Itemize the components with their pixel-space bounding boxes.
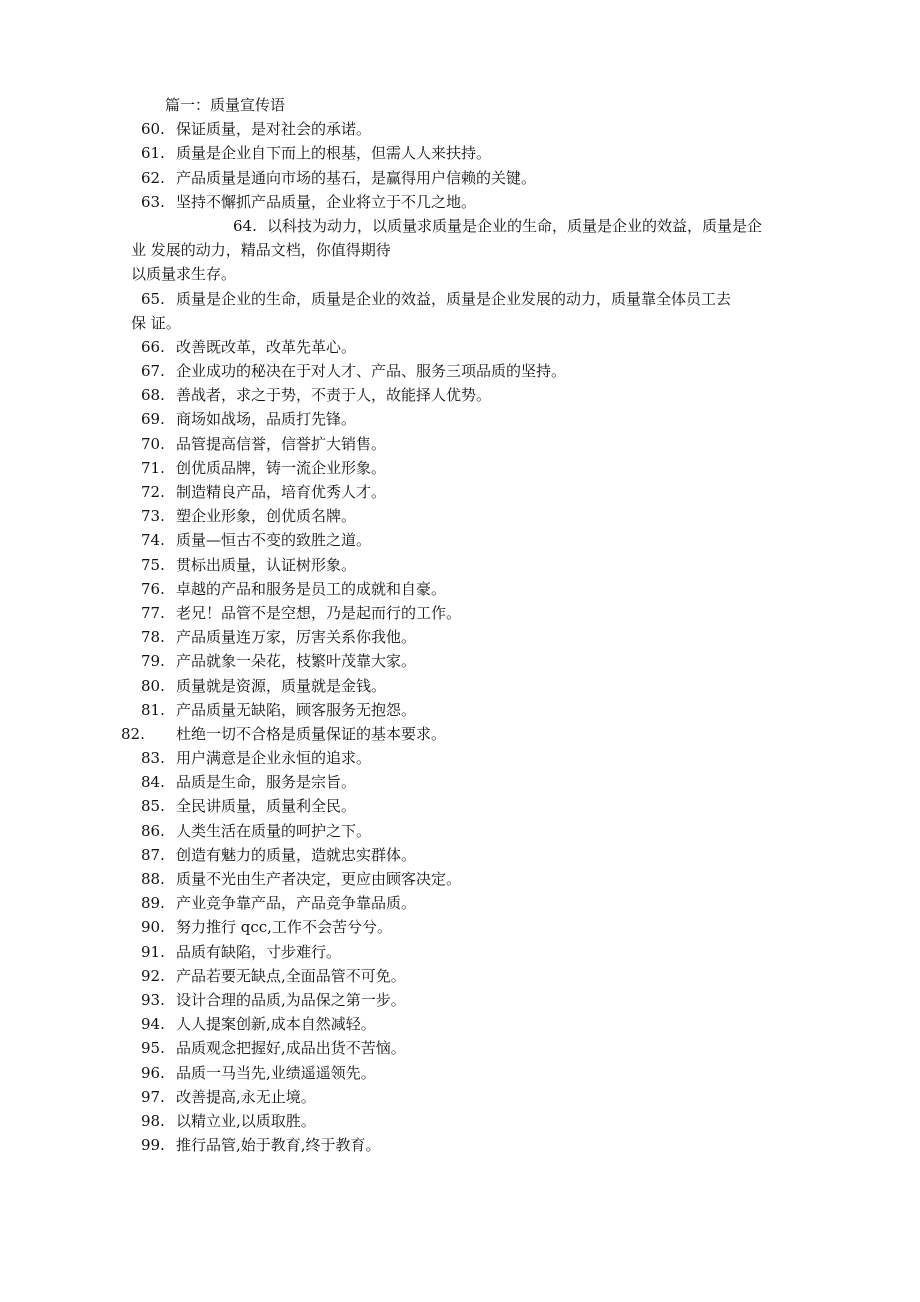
item-number: 72. <box>141 483 165 501</box>
list-item <box>0 432 920 456</box>
list-item-64-continuation: 业 发展的动力，精品文档，你值得期待 <box>131 241 391 260</box>
list-item <box>0 141 920 165</box>
item-number: 91. <box>141 942 165 961</box>
item-text: 坚持不懈抓产品质量，企业将立于不几之地。 <box>176 192 477 211</box>
item-text: 品质有缺陷，寸步难行。 <box>176 942 342 961</box>
item-text: 企业成功的秘决在于对人才、产品、服务三项品质的坚持。 <box>176 362 567 381</box>
item-number: 88. <box>141 870 165 888</box>
item-text: 全民讲质量，质量利全民。 <box>176 797 357 816</box>
list-item <box>0 577 920 601</box>
item-text: 卓越的产品和服务是员工的成就和自豪。 <box>176 579 447 598</box>
list-item <box>0 601 920 625</box>
item-number: 61. <box>141 144 165 163</box>
item-text: 努力推行 qcc,工作不会苦兮兮。 <box>176 918 392 937</box>
item-text: 推行品管,始于教育,终于教育。 <box>176 1136 381 1155</box>
item-text: 制造精良产品，培育优秀人才。 <box>176 483 387 501</box>
item-number: 92. <box>141 966 165 985</box>
item-text: 创优质品牌，铸一流企业形象。 <box>176 458 387 477</box>
item-number: 65. <box>141 289 165 308</box>
item-text: 贯标出质量，认证树形象。 <box>176 555 357 574</box>
list-item <box>0 940 920 964</box>
item-text: 品管提高信誉，信誉扩大销售。 <box>176 434 387 453</box>
list-item <box>0 190 920 214</box>
item-text-line-1: 质量是企业的生命，质量是企业的效益，质量是企业发展的动力，质量靠全体员工去 <box>176 289 732 308</box>
item-number: 71. <box>141 458 165 477</box>
item-number: 63. <box>141 192 165 211</box>
item-text: 改善提高,永无止境。 <box>176 1087 316 1106</box>
item-number: 82. <box>121 724 145 743</box>
item-text: 产品质量连万家，厉害关系你我他。 <box>176 628 417 647</box>
item-number: 79. <box>141 652 165 671</box>
item-number: 85. <box>141 797 165 816</box>
list-item <box>0 117 920 141</box>
list-item <box>0 480 920 504</box>
list-item <box>0 166 920 190</box>
item-number: 90. <box>141 918 165 937</box>
item-number: 83. <box>141 749 165 768</box>
item-text: 质量不光由生产者决定，更应由顾客决定。 <box>176 870 462 888</box>
item-text: 产品就象一朵花，枝繁叶茂靠大家。 <box>176 652 417 671</box>
section-heading: 篇一：质量宣传语 <box>165 96 286 114</box>
item-text: 老兄！品管不是空想，乃是起而行的工作。 <box>176 603 462 622</box>
list-item <box>0 1109 920 1133</box>
list-item <box>0 698 920 722</box>
item-text: 产品质量无缺陷，顾客服务无抱怨。 <box>176 700 417 719</box>
list-item <box>0 843 920 867</box>
item-number: 73. <box>141 507 165 526</box>
list-item <box>0 1085 920 1109</box>
list-item <box>0 335 920 359</box>
list-item <box>0 674 920 698</box>
list-item <box>0 915 920 939</box>
list-item <box>0 1133 920 1157</box>
list-item <box>0 988 920 1012</box>
item-text: 塑企业形象，创优质名牌。 <box>176 507 357 526</box>
item-number: 67. <box>141 362 165 381</box>
item-text: 以精立业,以质取胜。 <box>176 1111 316 1130</box>
item-number: 76. <box>141 579 165 598</box>
item-number: 69. <box>141 410 165 429</box>
item-text: 品质一马当先,业绩遥遥领先。 <box>176 1063 376 1082</box>
item-text: 设计合理的品质,为品保之第一步。 <box>176 990 406 1009</box>
list-item <box>0 867 920 891</box>
list-item <box>0 649 920 673</box>
item-number: 94. <box>141 1015 165 1034</box>
item-text: 质量就是资源，质量就是金钱。 <box>176 676 387 695</box>
item-text: 产品质量是通向市场的基石，是赢得用户信赖的关键。 <box>176 168 537 187</box>
slogan-list-part-1 <box>0 117 920 214</box>
item-number: 66. <box>141 337 165 356</box>
list-item-65 <box>0 287 920 311</box>
item-text: 用户满意是企业永恒的追求。 <box>176 749 372 768</box>
item-number: 80. <box>141 676 165 695</box>
item-text: 品质观念把握好,成品出货不苦恼。 <box>176 1039 406 1058</box>
list-item <box>0 407 920 431</box>
item-number: 68. <box>141 386 165 405</box>
list-item <box>0 770 920 794</box>
item-number: 97. <box>141 1087 165 1106</box>
list-item <box>0 1061 920 1085</box>
item-text: 品质是生命，服务是宗旨。 <box>176 773 357 792</box>
list-item-64 <box>0 214 920 238</box>
item-number: 99. <box>141 1136 165 1155</box>
item-number: 70. <box>141 434 165 453</box>
item-number: 86. <box>141 821 165 840</box>
list-item <box>0 1012 920 1036</box>
item-text: 商场如战场，品质打先锋。 <box>176 410 357 429</box>
item-text: 产业竞争靠产品，产品竞争靠品质。 <box>176 894 417 913</box>
list-item <box>0 528 920 552</box>
item-number: 77. <box>141 603 165 622</box>
list-item-64-continuation-2: 以质量求生存。 <box>131 265 237 284</box>
list-item <box>0 746 920 770</box>
item-text: 保证质量，是对社会的承诺。 <box>176 120 372 139</box>
list-item <box>0 964 920 988</box>
list-item-82 <box>0 722 920 746</box>
item-number: 78. <box>141 628 165 647</box>
list-item <box>0 819 920 843</box>
item-number: 89. <box>141 894 165 913</box>
list-item <box>0 553 920 577</box>
item-number: 95. <box>141 1039 165 1058</box>
list-item <box>0 625 920 649</box>
item-number: 75. <box>141 555 165 574</box>
item-number: 96. <box>141 1063 165 1082</box>
list-item <box>0 504 920 528</box>
item-number: 81. <box>141 700 165 719</box>
item-number: 93. <box>141 990 165 1009</box>
item-number: 64. <box>233 216 257 235</box>
item-text: 质量—恒古不变的致胜之道。 <box>176 531 372 550</box>
list-item <box>0 359 920 383</box>
item-text: 产品若要无缺点,全面品管不可免。 <box>176 966 406 985</box>
item-text: 改善既改革，改革先革心。 <box>176 337 357 356</box>
item-number: 87. <box>141 845 165 864</box>
item-number: 84. <box>141 773 165 792</box>
item-text-line-1: 以科技为动力，以质量求质量是企业的生命，质量是企业的效益，质量是企 <box>267 216 763 235</box>
list-item <box>0 891 920 915</box>
item-text: 善战者，求之于势，不责于人，故能择人优势。 <box>176 386 492 405</box>
item-text: 人人提案创新,成本自然减轻。 <box>176 1015 376 1034</box>
item-text: 人类生活在质量的呵护之下。 <box>176 821 372 840</box>
item-number: 98. <box>141 1111 165 1130</box>
list-item <box>0 383 920 407</box>
item-text: 杜绝一切不合格是质量保证的基本要求。 <box>176 724 447 743</box>
list-item <box>0 794 920 818</box>
item-number: 62. <box>141 168 165 187</box>
item-number: 60. <box>141 120 165 139</box>
list-item-65-continuation: 保 证。 <box>131 313 181 332</box>
slogan-list-part-2 <box>0 335 920 722</box>
item-number: 74. <box>141 531 165 550</box>
list-item <box>0 1036 920 1060</box>
list-item <box>0 456 920 480</box>
document-body <box>0 93 920 1157</box>
item-text: 创造有魅力的质量，造就忠实群体。 <box>176 845 417 864</box>
item-text: 质量是企业自下而上的根基，但需人人来扶持。 <box>176 144 492 163</box>
slogan-list-part-3 <box>0 746 920 1157</box>
